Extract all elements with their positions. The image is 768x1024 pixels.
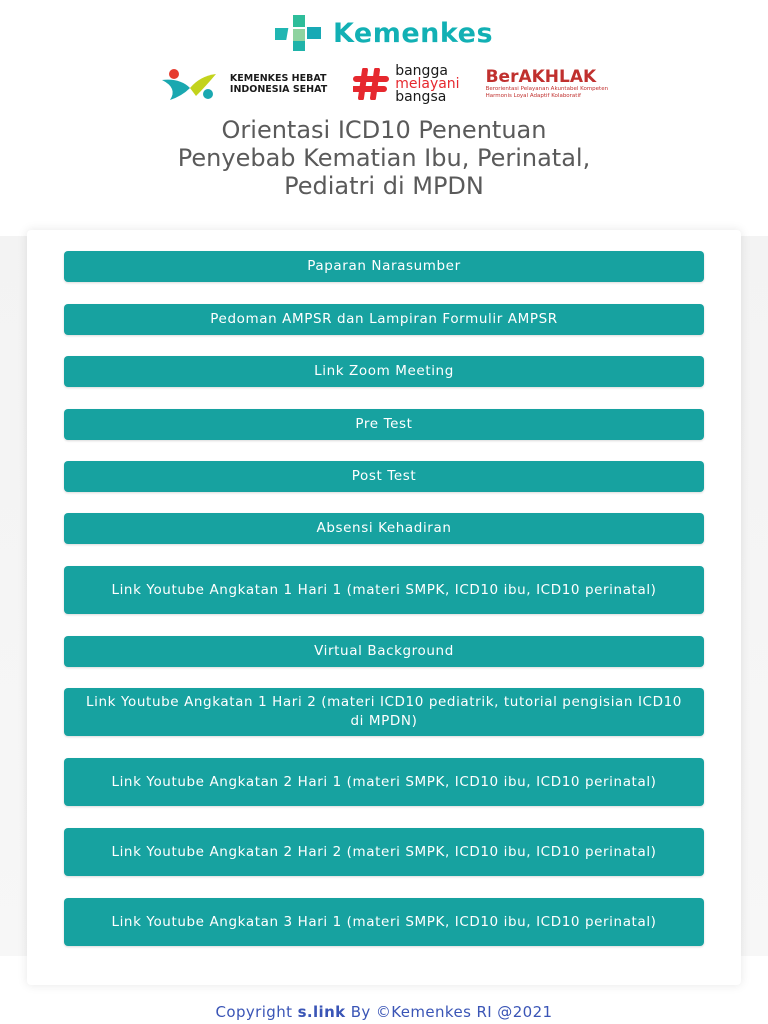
- berakhlak-logo: [486, 68, 609, 100]
- link-absensi-kehadiran[interactable]: Absensi Kehadiran: [64, 513, 704, 544]
- hebat-line-1: KEMENKES HEBAT: [229, 73, 327, 84]
- link-zoom-meeting[interactable]: Link Zoom Meeting: [64, 356, 704, 387]
- link-pre-test[interactable]: Pre Test: [64, 409, 704, 440]
- link-youtube-a3-h1[interactable]: Link Youtube Angkatan 3 Hari 1 (materi SMPK, ICD10 ibu, ICD10 perinatal): [64, 898, 704, 946]
- footer-suffix: By ©Kemenkes RI @2021: [350, 1003, 553, 1021]
- link-post-test[interactable]: Post Test: [64, 461, 704, 492]
- link-youtube-a2-h1[interactable]: Link Youtube Angkatan 2 Hari 1 (materi SMPK, ICD10 ibu, ICD10 perinatal): [64, 758, 704, 806]
- link-virtual-background[interactable]: Virtual Background: [64, 636, 704, 667]
- link-pedoman-ampsr[interactable]: Pedoman AMPSR dan Lampiran Formulir AMPSR: [64, 304, 704, 335]
- kemenkes-cross-icon: [275, 13, 323, 53]
- title-line-3: Pediatri di MPDN: [284, 172, 484, 200]
- link-youtube-a1-h1[interactable]: Link Youtube Angkatan 1 Hari 1 (materi SMPK, ICD10 ibu, ICD10 perinatal): [64, 566, 704, 614]
- footer: [0, 1003, 768, 1021]
- berakhlak-sub-1: Berorientasi Pelayanan Akuntabel Kompeten: [485, 86, 609, 92]
- hashtag-icon: [353, 68, 389, 100]
- title-line-2: Penyebab Kematian Ibu, Perinatal,: [177, 144, 591, 172]
- kemenkes-hebat-logo: [160, 66, 327, 102]
- page-title: [0, 116, 768, 200]
- title-line-1: Orientasi ICD10 Penentuan: [221, 116, 547, 144]
- bangga-line-2: melayani: [395, 75, 460, 92]
- footer-slink-link[interactable]: s.link: [297, 1003, 346, 1021]
- link-youtube-a1-h2[interactable]: Link Youtube Angkatan 1 Hari 2 (materi ICD10 pediatrik, tutorial pengisian ICD10 di MPDN): [64, 688, 704, 736]
- footer-prefix: Copyright: [215, 1003, 293, 1021]
- brand-name: Kemenkes: [332, 17, 494, 49]
- hebat-line-2: INDONESIA SEHAT: [229, 84, 328, 95]
- link-paparan-narasumber[interactable]: Paparan Narasumber: [64, 251, 704, 282]
- partner-logos: [0, 62, 768, 106]
- bangga-melayani-logo: [353, 62, 460, 105]
- bangga-line-1: bangga: [395, 62, 448, 79]
- link-youtube-a2-h2[interactable]: Link Youtube Angkatan 2 Hari 2 (materi SMPK, ICD10 ibu, ICD10 perinatal): [64, 828, 704, 876]
- bangga-line-3: bangsa: [395, 88, 447, 105]
- berakhlak-word: BerAKHLAK: [485, 67, 597, 87]
- berakhlak-sub-2: Harmonis Loyal Adaptif Kolaboratif: [485, 93, 581, 99]
- kemenkes-logo: [0, 10, 768, 56]
- hebat-figure-icon: [160, 66, 224, 102]
